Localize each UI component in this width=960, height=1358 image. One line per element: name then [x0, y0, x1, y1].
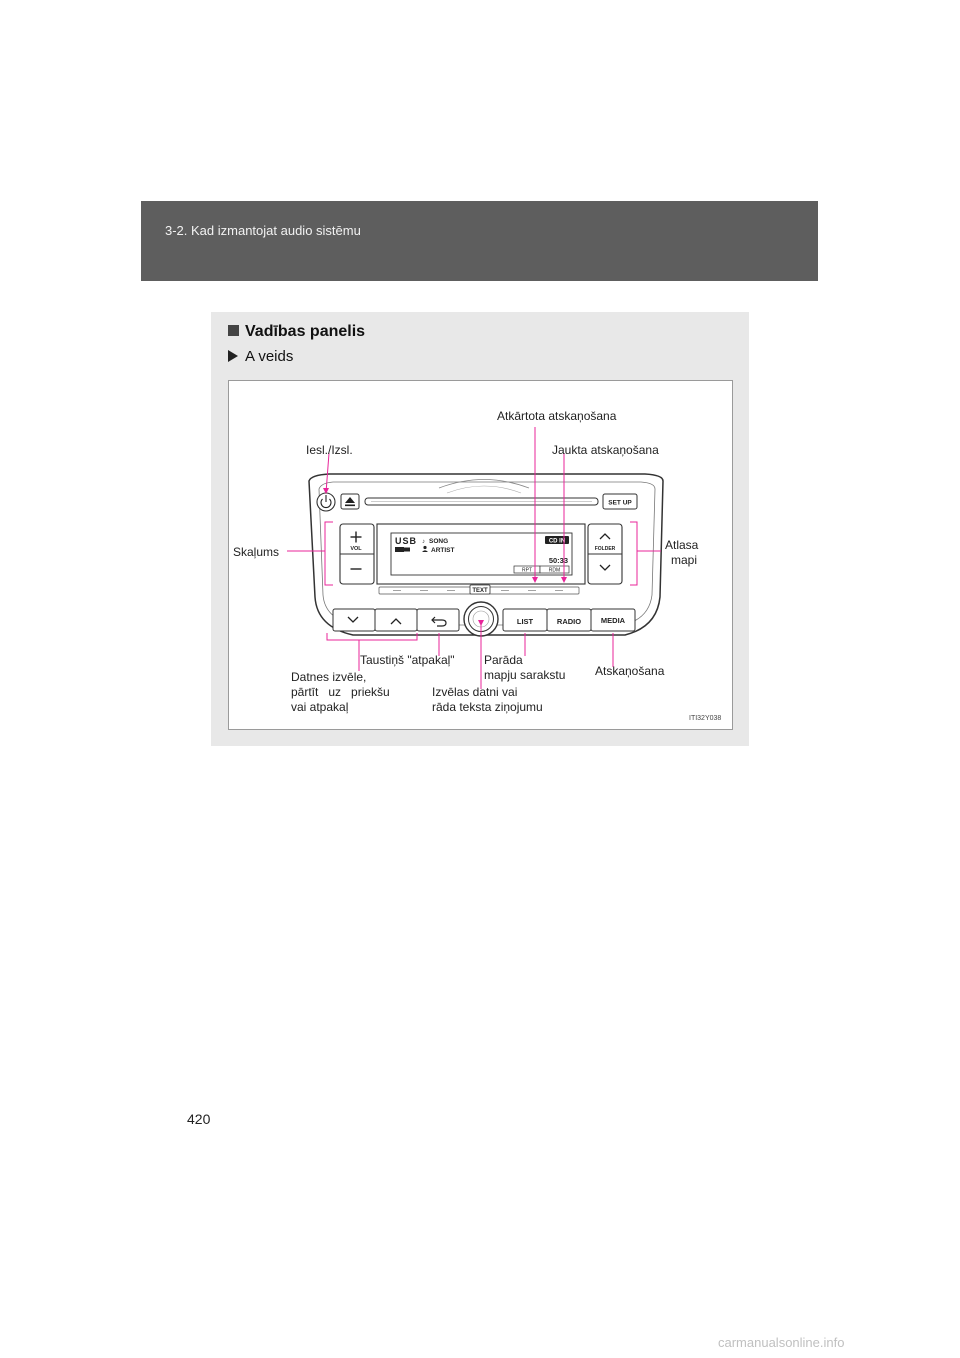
- label-repeat: Atkārtota atskaņošana: [497, 409, 617, 423]
- panel-subheading: A veids: [228, 348, 293, 365]
- radio-label: RADIO: [556, 617, 582, 626]
- display-rpt: RPT: [522, 567, 532, 574]
- label-list-2: mapju sarakstu: [484, 668, 566, 682]
- label-list-1: Parāda: [484, 653, 523, 667]
- label-knob-2: rāda teksta ziņojumu: [432, 700, 543, 714]
- list-label: LIST: [516, 617, 534, 626]
- text-label: TEXT: [472, 588, 488, 594]
- label-folder-1: Atlasa: [665, 538, 699, 552]
- usb-icon: [395, 547, 404, 552]
- square-bullet-icon: [228, 325, 239, 336]
- label-file-2: pārtīt uz priekšu: [291, 685, 390, 699]
- page-number: 420: [187, 1111, 211, 1127]
- folder-label: FOLDER: [594, 546, 616, 552]
- seek-up-button: [375, 609, 417, 631]
- watermark: carmanualsonline.info: [718, 1335, 845, 1350]
- display-usb: USB: [395, 536, 418, 546]
- display-artist: ARTIST: [431, 547, 455, 554]
- music-note-icon: ♪: [422, 539, 425, 545]
- media-label: MEDIA: [600, 616, 626, 625]
- label-media: Atskaņošana: [595, 664, 665, 678]
- triangle-bullet-icon: [228, 350, 238, 362]
- section-title: 3-2. Kad izmantojat audio sistēmu: [165, 223, 361, 238]
- display-cdin: CD IN: [548, 538, 566, 545]
- label-random: Jaukta atskaņošana: [552, 443, 659, 457]
- label-power: Iesl./Izsl.: [306, 443, 353, 457]
- vol-label: VOL: [350, 546, 362, 552]
- label-volume: Skaļums: [233, 545, 280, 559]
- artist-icon: [423, 546, 426, 549]
- display-rdm: RDM: [548, 567, 561, 574]
- panel-heading: Vadības panelis: [228, 323, 365, 341]
- label-file-3: vai atpakaļ: [291, 700, 349, 714]
- seek-down-button: [333, 609, 375, 631]
- display-time: 50:33: [548, 556, 568, 565]
- label-folder-2: mapi: [671, 553, 698, 567]
- figure-code: ITI32Y038: [689, 715, 722, 722]
- audio-panel-figure: [228, 380, 733, 730]
- control-panel-box: [211, 312, 749, 746]
- label-back-key: Taustiņš "atpakaļ": [360, 653, 455, 667]
- section-header: [141, 201, 818, 281]
- display-song: SONG: [429, 538, 449, 545]
- label-file-1: Datnes izvēle,: [291, 670, 367, 684]
- setup-label: SET UP: [608, 499, 632, 507]
- label-knob-1: Izvēlas datni vai: [432, 685, 518, 699]
